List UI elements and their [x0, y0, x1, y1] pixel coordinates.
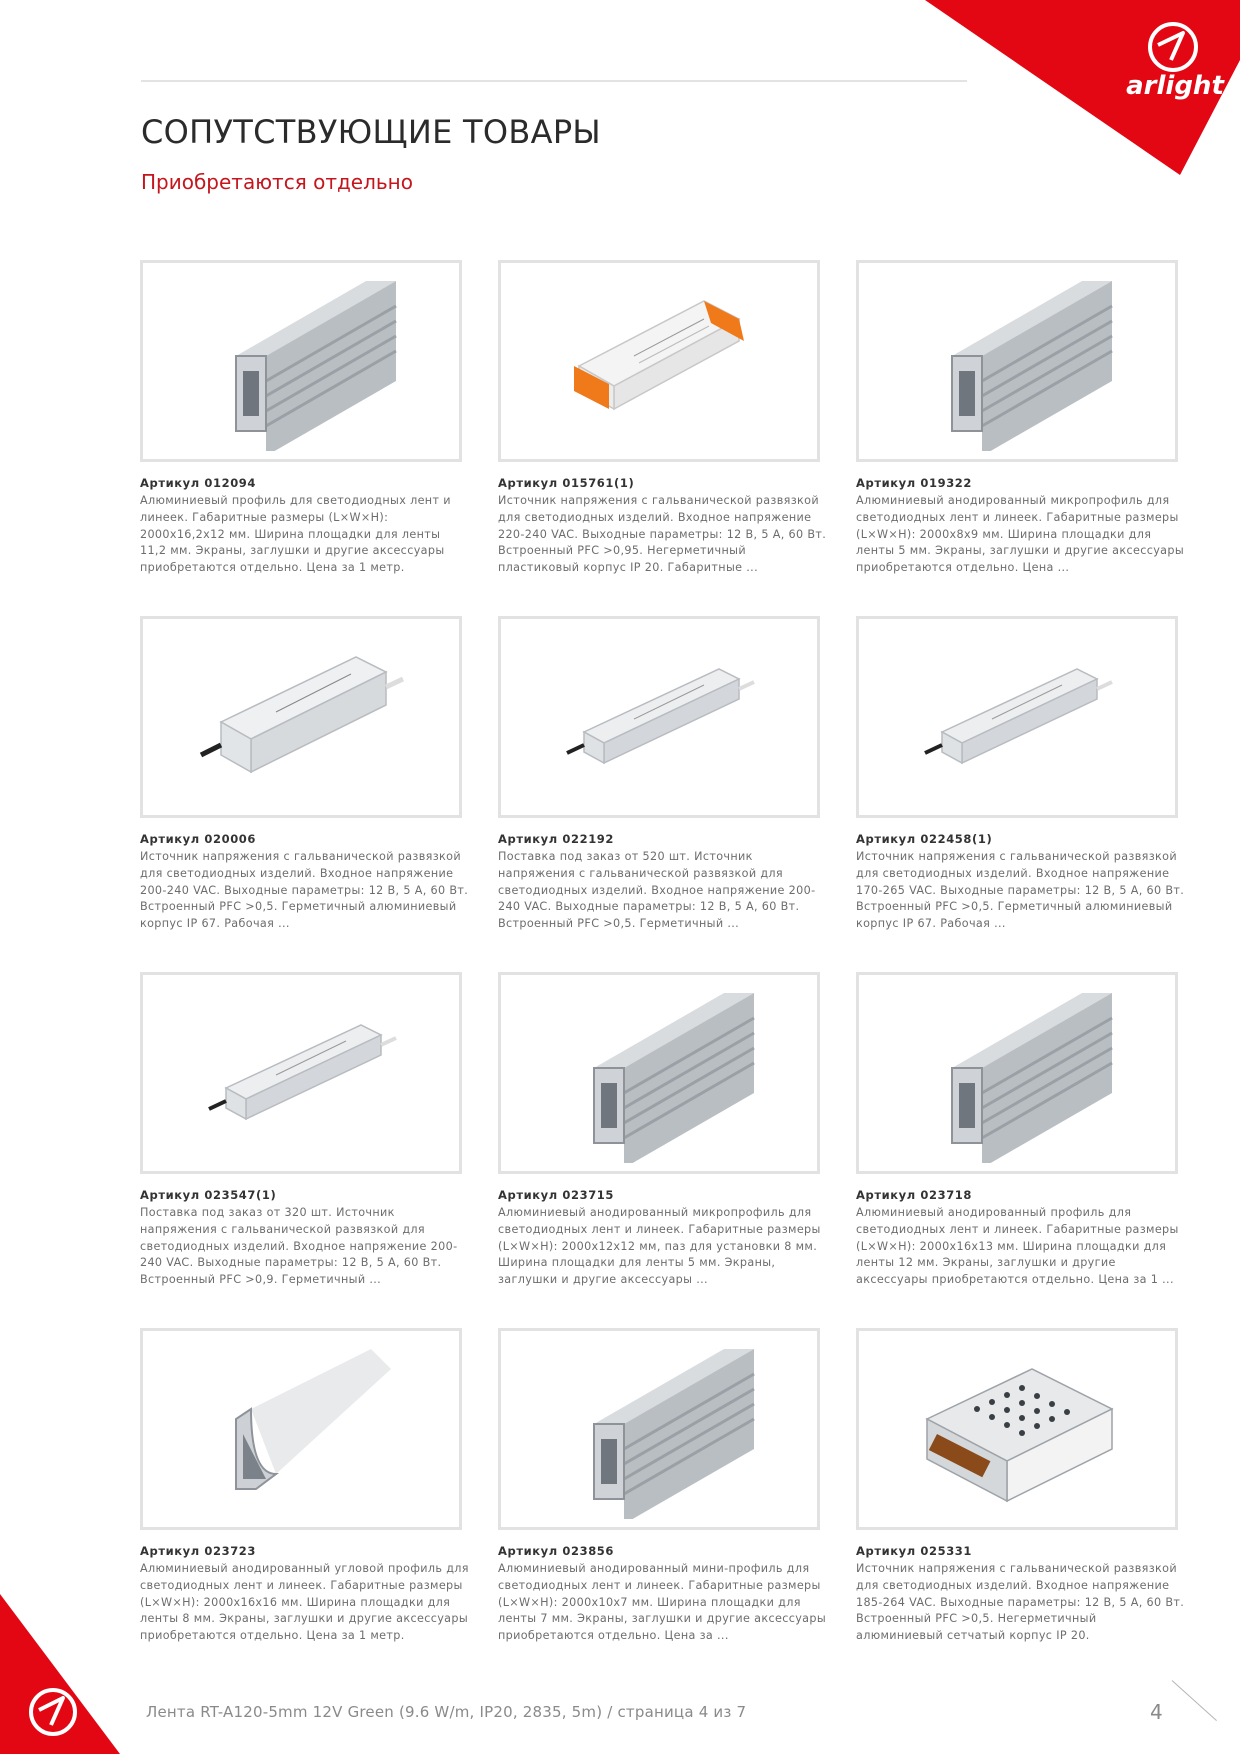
- product-description: Алюминиевый анодированный мини-профиль для светодиодных лент и линеек. Габаритные размеры (L×W×H): 2000x10x7 мм. Ширина площадки для ленты 7 мм. Экраны, заглушки и другие аксессуары приобретаются отдельно. Цена за ...: [498, 1562, 827, 1643]
- product-image: [856, 616, 1178, 818]
- page-number-divider: [1172, 1680, 1217, 1721]
- product-article: Артикул 025331: [856, 1544, 972, 1558]
- product-description: Алюминиевый анодированный профиль для светодиодных лент и линеек. Габаритные размеры (L×W×H): 2000x16x13 мм. Ширина площадки для ленты 12 мм. Экраны, заглушки и другие аксессуары приобретаются отдельно. Цена за 1 ...: [856, 1206, 1179, 1287]
- product-article: Артикул 022458(1): [856, 832, 993, 846]
- product-article: Артикул 020006: [140, 832, 256, 846]
- product-image: [498, 616, 820, 818]
- product-image: [140, 260, 462, 462]
- product-article: Артикул 023718: [856, 1188, 972, 1202]
- product-card: [498, 1328, 827, 1645]
- product-image: [498, 260, 820, 462]
- brand-logo-corner: [925, 0, 1240, 175]
- product-card: [856, 616, 1185, 933]
- product-card: [140, 1328, 469, 1645]
- product-description: Алюминиевый анодированный угловой профиль для светодиодных лент и линеек. Габаритные размеры (L×W×H): 2000x16x16 мм. Ширина площадки для ленты 8 мм. Экраны, заглушки и другие аксессуары приобретаются отдельно. Цена за 1 метр.: [140, 1562, 469, 1643]
- product-article: Артикул 015761(1): [498, 476, 635, 490]
- product-description: Алюминиевый профиль для светодиодных лент и линеек. Габаритные размеры (L×W×H): 2000x16,2x12 мм. Ширина площадки для ленты 11,2 мм. Экраны, заглушки и другие аксессуары приобретаются отдельно. Цена за 1 метр.: [140, 494, 451, 575]
- svg-text:arlight: arlight: [1126, 71, 1224, 101]
- product-description: Алюминиевый анодированный микропрофиль для светодиодных лент и линеек. Габаритные размеры (L×W×H): 2000x12x12 мм, паз для установки 8 мм. Ширина площадки для ленты 5 мм. Экраны, заглушки и другие аксессуары ...: [498, 1206, 821, 1287]
- product-description: Источник напряжения с гальванической развязкой для светодиодных изделий. Входное напряжение 170-265 VAC. Выходные параметры: 12 В, 5 А, 60 Вт. Встроенный PFC >0,5. Герметичный алюминиевый корпус IP 67. Рабочая ...: [856, 850, 1185, 931]
- product-image: [856, 260, 1178, 462]
- footer-product-title: Лента RT-A120-5mm 12V Green (9.6 W/m, IP20, 2835, 5m) / страница 4 из 7: [146, 1703, 747, 1721]
- product-card: [140, 260, 463, 577]
- product-card: [498, 616, 821, 933]
- product-description: Источник напряжения с гальванической развязкой для светодиодных изделий. Входное напряжение 220-240 VAC. Выходные параметры: 12 В, 5 А, 60 Вт. Встроенный PFC >0,95. Негерметичный пластиковый корпус IP 20. Габаритные ...: [498, 494, 827, 575]
- product-description: Поставка под заказ от 320 шт. Источник напряжения с гальванической развязкой для светодиодных изделий. Входное напряжение 200-240 VAC. Выходные параметры: 12 В, 5 А, 60 Вт. Встроенный PFC >0,9. Герметичный ...: [140, 1206, 458, 1287]
- product-article: Артикул 023715: [498, 1188, 614, 1202]
- product-description: Источник напряжения с гальванической развязкой для светодиодных изделий. Входное напряжение 185-264 VAC. Выходные параметры: 12 В, 5 А, 60 Вт. Встроенный PFC >0,5. Негерметичный алюминиевый сетчатый корпус IP 20.: [856, 1562, 1185, 1643]
- product-card: [140, 972, 463, 1289]
- product-card: [856, 260, 1185, 577]
- product-description: Поставка под заказ от 520 шт. Источник напряжения с гальванической развязкой для светодиодных изделий. Входное напряжение 200-240 VAC. Выходные параметры: 12 В, 5 А, 60 Вт. Встроенный PFC >0,5. Герметичный ...: [498, 850, 816, 931]
- product-description: Алюминиевый анодированный микропрофиль для светодиодных лент и линеек. Габаритные размеры (L×W×H): 2000x8x9 мм. Ширина площадки для ленты 5 мм. Экраны, заглушки и другие аксессуары приобретаются отдельно. Цена ...: [856, 494, 1185, 575]
- page-number: 4: [1150, 1700, 1163, 1724]
- product-article: Артикул 023723: [140, 1544, 256, 1558]
- product-article: Артикул 022192: [498, 832, 614, 846]
- product-article: Артикул 019322: [856, 476, 972, 490]
- product-card: [498, 972, 821, 1289]
- product-image: [140, 616, 462, 818]
- top-divider: [141, 80, 967, 82]
- product-image: [140, 972, 462, 1174]
- product-description: Источник напряжения с гальванической развязкой для светодиодных изделий. Входное напряжение 200-240 VAC. Выходные параметры: 12 В, 5 А, 60 Вт. Встроенный PFC >0,5. Герметичный алюминиевый корпус IP 67. Рабочая ...: [140, 850, 469, 931]
- product-image: [856, 972, 1178, 1174]
- product-image: [140, 1328, 462, 1530]
- product-article: Артикул 023547(1): [140, 1188, 277, 1202]
- product-card: [140, 616, 469, 933]
- product-image: [498, 972, 820, 1174]
- page-subtitle: Приобретаются отдельно: [141, 170, 413, 194]
- product-article: Артикул 023856: [498, 1544, 614, 1558]
- product-image: [856, 1328, 1178, 1530]
- product-card: [498, 260, 827, 577]
- page-title: СОПУТСТВУЮЩИЕ ТОВАРЫ: [141, 113, 601, 151]
- footer-logo-corner: [0, 1594, 120, 1754]
- product-card: [856, 1328, 1185, 1645]
- product-card: [856, 972, 1179, 1289]
- product-article: Артикул 012094: [140, 476, 256, 490]
- product-image: [498, 1328, 820, 1530]
